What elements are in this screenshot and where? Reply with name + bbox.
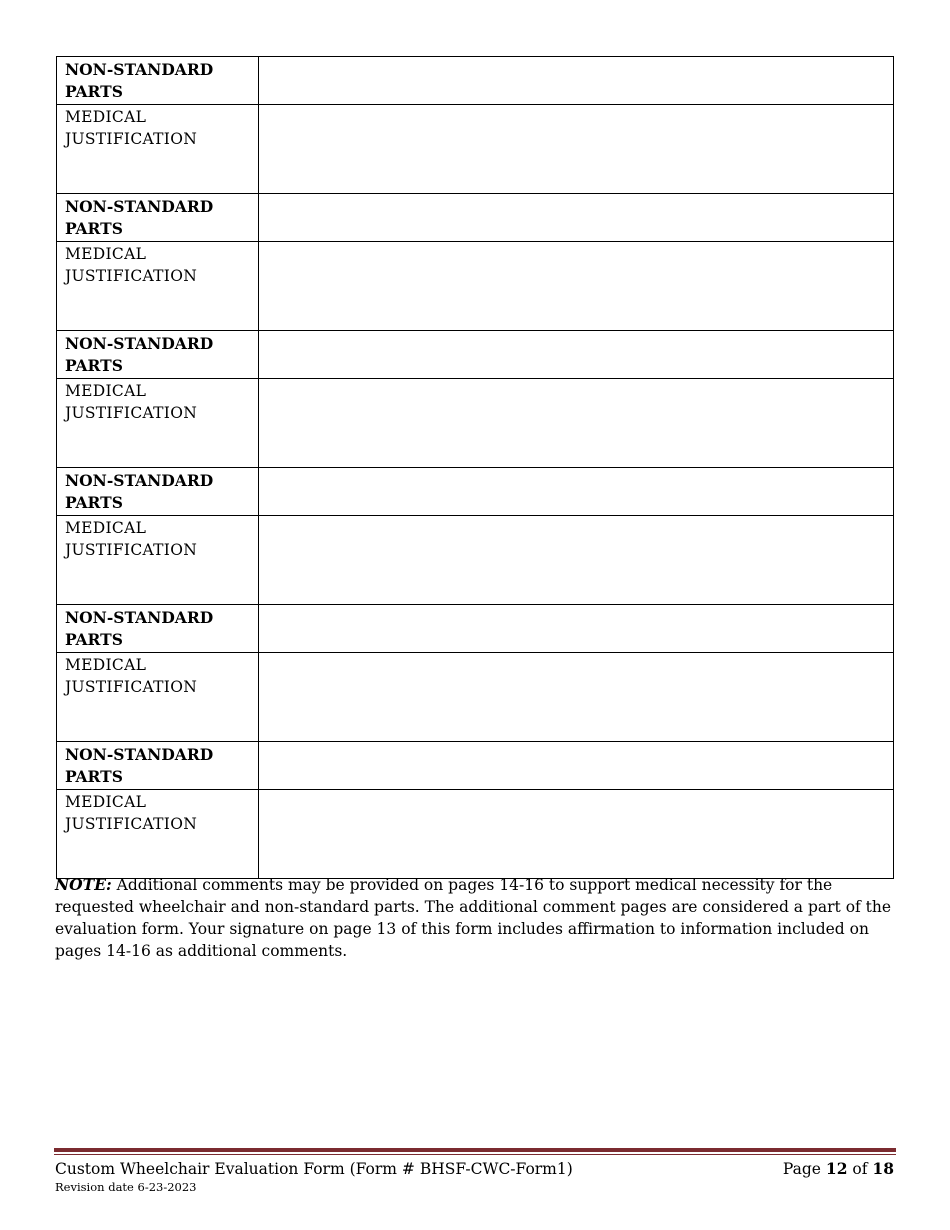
non-standard-parts-table	[56, 56, 894, 879]
justification-label: MEDICAL JUSTIFICATION	[57, 516, 259, 605]
justification-field[interactable]	[259, 653, 894, 742]
parts-row	[57, 468, 894, 516]
parts-field[interactable]	[259, 468, 894, 516]
parts-row	[57, 742, 894, 790]
justification-field[interactable]	[259, 105, 894, 194]
footer-form-title: Custom Wheelchair Evaluation Form (Form # BHSF-CWC-Form1)	[55, 1160, 573, 1178]
justification-label: MEDICAL JUSTIFICATION	[57, 105, 259, 194]
parts-field[interactable]	[259, 57, 894, 105]
justification-field[interactable]	[259, 516, 894, 605]
justification-row	[57, 379, 894, 468]
justification-row	[57, 790, 894, 879]
parts-label: NON-STANDARD PARTS	[57, 468, 259, 516]
parts-label: NON-STANDARD PARTS	[57, 57, 259, 105]
justification-field[interactable]	[259, 790, 894, 879]
justification-row	[57, 516, 894, 605]
justification-row	[57, 242, 894, 331]
parts-field[interactable]	[259, 331, 894, 379]
justification-label: MEDICAL JUSTIFICATION	[57, 653, 259, 742]
parts-field[interactable]	[259, 742, 894, 790]
parts-row	[57, 331, 894, 379]
parts-field[interactable]	[259, 605, 894, 653]
parts-row	[57, 194, 894, 242]
justification-field[interactable]	[259, 379, 894, 468]
parts-label: NON-STANDARD PARTS	[57, 194, 259, 242]
parts-row	[57, 605, 894, 653]
parts-label: NON-STANDARD PARTS	[57, 331, 259, 379]
parts-label: NON-STANDARD PARTS	[57, 742, 259, 790]
footer-rule	[54, 1148, 896, 1152]
note-paragraph	[55, 874, 900, 962]
note-label: NOTE:	[55, 875, 112, 894]
justification-label: MEDICAL JUSTIFICATION	[57, 379, 259, 468]
page-prefix: Page	[782, 1160, 826, 1178]
parts-label: NON-STANDARD PARTS	[57, 605, 259, 653]
footer-revision-date: Revision date 6-23-2023	[55, 1180, 197, 1194]
justification-row	[57, 653, 894, 742]
page-current: 12	[825, 1159, 848, 1178]
page-of: of	[847, 1160, 873, 1178]
page-total: 18	[872, 1159, 894, 1178]
justification-label: MEDICAL JUSTIFICATION	[57, 790, 259, 879]
justification-field[interactable]	[259, 242, 894, 331]
parts-field[interactable]	[259, 194, 894, 242]
justification-row	[57, 105, 894, 194]
note-text: Additional comments may be provided on pages 14-16 to support medical necessity for the requested wheelchair and non-standard parts. The additional comment pages are considered a part of the evaluation form. Your signature on page 13 of this form includes affirmation to information included on pages 14-16 as additional comments.	[55, 876, 892, 960]
parts-row	[57, 57, 894, 105]
page-number	[783, 1159, 894, 1179]
footer-rule-thin	[54, 1154, 896, 1155]
justification-label: MEDICAL JUSTIFICATION	[57, 242, 259, 331]
